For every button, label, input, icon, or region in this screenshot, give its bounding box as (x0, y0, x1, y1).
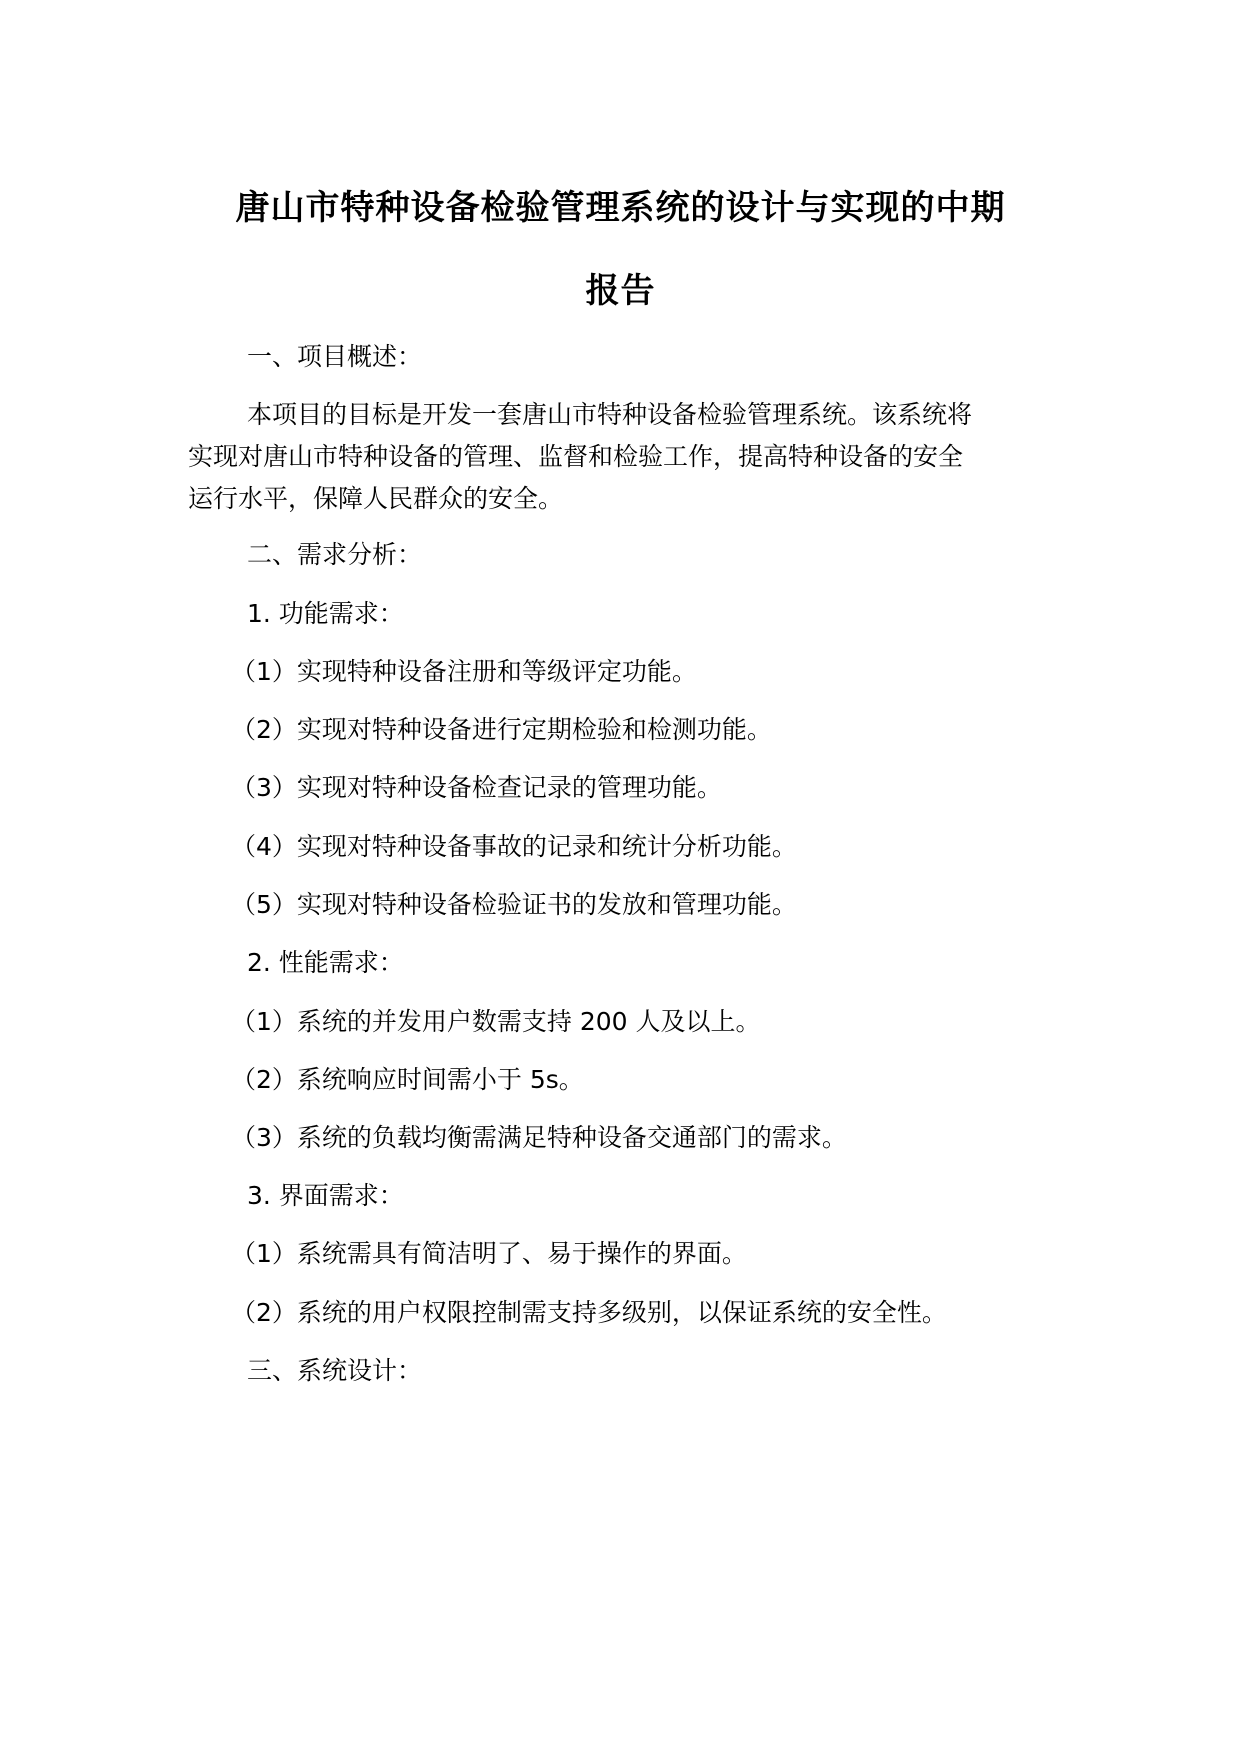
performance-requirement-item: （1）系统的并发用户数需支持 200 人及以上。 (231, 1007, 761, 1036)
performance-requirement-item: （2）系统响应时间需小于 5s。 (231, 1065, 584, 1094)
section-1-paragraph (188, 394, 1068, 520)
performance-requirements-heading: 2. 性能需求： (247, 948, 404, 977)
document-title-line-2: 报告 (585, 271, 656, 311)
paragraph-line: 运行水平，保障人民群众的安全。 (188, 484, 564, 513)
functional-requirements-heading: 1. 功能需求： (247, 599, 404, 628)
functional-requirement-item: （1）实现特种设备注册和等级评定功能。 (231, 657, 697, 686)
interface-requirement-item: （2）系统的用户权限控制需支持多级别，以保证系统的安全性。 (231, 1298, 947, 1327)
performance-requirement-item: （3）系统的负载均衡需满足特种设备交通部门的需求。 (231, 1123, 847, 1152)
functional-requirement-item: （5）实现对特种设备检验证书的发放和管理功能。 (231, 890, 797, 919)
functional-requirement-item: （2）实现对特种设备进行定期检验和检测功能。 (231, 715, 772, 744)
interface-requirements-heading: 3. 界面需求： (247, 1181, 404, 1210)
section-1-heading: 一、项目概述： (247, 342, 423, 371)
interface-requirement-item: （1）系统需具有简洁明了、易于操作的界面。 (231, 1239, 747, 1268)
paragraph-line: 实现对唐山市特种设备的管理、监督和检验工作，提高特种设备的安全 (188, 442, 964, 471)
section-3-heading: 三、系统设计： (247, 1356, 423, 1385)
document-title-line-1: 唐山市特种设备检验管理系统的设计与实现的中期 (235, 188, 1006, 228)
functional-requirement-item: （4）实现对特种设备事故的记录和统计分析功能。 (231, 832, 797, 861)
functional-requirement-item: （3）实现对特种设备检查记录的管理功能。 (231, 773, 722, 802)
paragraph-line: 本项目的目标是开发一套唐山市特种设备检验管理系统。该系统将 (247, 400, 973, 429)
section-2-heading: 二、需求分析： (247, 540, 423, 569)
